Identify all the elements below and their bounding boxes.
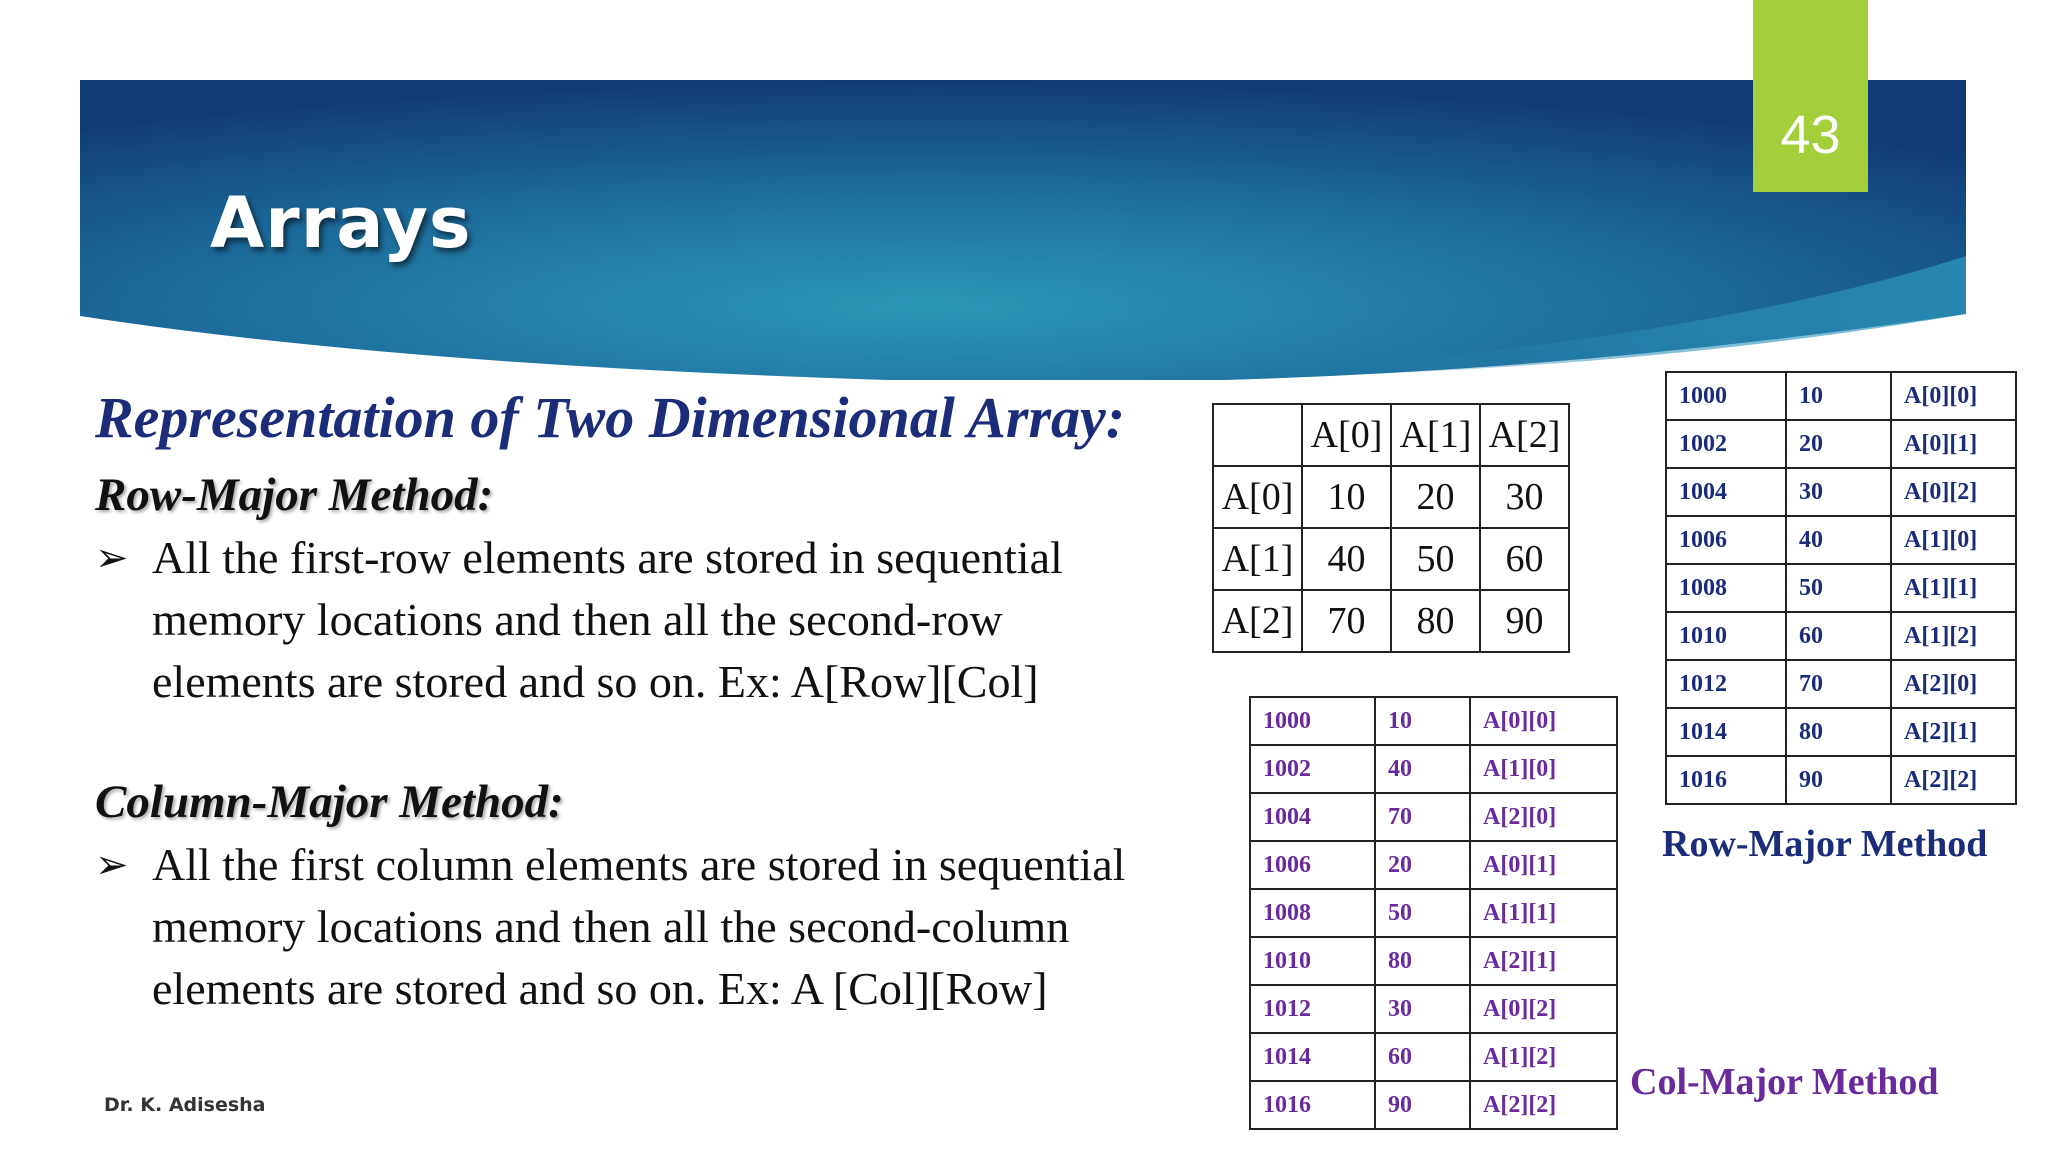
slide-title: Arrays: [210, 182, 472, 264]
value-cell: 80: [1786, 708, 1891, 756]
col-major-caption: Col-Major Method: [1630, 1061, 1939, 1103]
bullet-line: elements are stored and so on. Ex: A[Row][Col]: [152, 656, 1039, 707]
table-cell: 20: [1391, 466, 1480, 528]
table-cell: 40: [1302, 528, 1391, 590]
address-cell: 1010: [1250, 937, 1375, 985]
table-row: [1666, 420, 2016, 468]
table-cell: 80: [1391, 590, 1480, 652]
address-cell: 1008: [1250, 889, 1375, 937]
slide-number-box: [1753, 0, 1868, 192]
table-row: [1213, 466, 1569, 528]
address-cell: 1016: [1666, 756, 1786, 804]
bullet-line: memory locations and then all the second-column: [152, 901, 1070, 952]
address-cell: 1014: [1666, 708, 1786, 756]
table-row: [1250, 889, 1617, 937]
address-cell: 1004: [1250, 793, 1375, 841]
element-cell: A[1][1]: [1470, 889, 1617, 937]
element-cell: A[0][0]: [1470, 697, 1617, 745]
table-row: [1250, 937, 1617, 985]
row-major-memory-table: [1665, 371, 2017, 805]
table-cell: 90: [1480, 590, 1569, 652]
value-cell: 70: [1786, 660, 1891, 708]
element-cell: A[0][1]: [1891, 420, 2016, 468]
matrix-table: [1212, 403, 1570, 653]
table-row: [1250, 793, 1617, 841]
address-cell: 1004: [1666, 468, 1786, 516]
element-cell: A[1][0]: [1470, 745, 1617, 793]
value-cell: 50: [1375, 889, 1470, 937]
row-major-caption: Row-Major Method: [1662, 823, 1988, 865]
element-cell: A[2][2]: [1470, 1081, 1617, 1129]
table-row: [1250, 985, 1617, 1033]
table-cell: A[0]: [1302, 404, 1391, 466]
element-cell: A[2][2]: [1891, 756, 2016, 804]
table-row: [1213, 404, 1569, 466]
address-cell: 1014: [1250, 1033, 1375, 1081]
element-cell: A[1][2]: [1891, 612, 2016, 660]
col-major-memory-table: [1249, 696, 1618, 1130]
table-row: [1666, 612, 2016, 660]
table-cell: 70: [1302, 590, 1391, 652]
table-cell: A[1]: [1213, 528, 1302, 590]
table-row: [1666, 516, 2016, 564]
address-cell: 1006: [1250, 841, 1375, 889]
table-row: [1666, 564, 2016, 612]
arrow-bullet-icon: ➢: [95, 842, 129, 888]
address-cell: 1006: [1666, 516, 1786, 564]
section-heading: Representation of Two Dimensional Array:: [95, 385, 1126, 450]
column-major-subheading: Column-Major Method:: [95, 776, 564, 828]
table-row: [1250, 1081, 1617, 1129]
value-cell: 40: [1375, 745, 1470, 793]
address-cell: 1002: [1666, 420, 1786, 468]
element-cell: A[1][1]: [1891, 564, 2016, 612]
element-cell: A[2][0]: [1470, 793, 1617, 841]
element-cell: A[1][0]: [1891, 516, 2016, 564]
address-cell: 1002: [1250, 745, 1375, 793]
element-cell: A[2][1]: [1470, 937, 1617, 985]
value-cell: 30: [1786, 468, 1891, 516]
table-cell: A[2]: [1480, 404, 1569, 466]
table-cell: 10: [1302, 466, 1391, 528]
element-cell: A[0][2]: [1891, 468, 2016, 516]
value-cell: 60: [1375, 1033, 1470, 1081]
value-cell: 10: [1786, 372, 1891, 420]
element-cell: A[0][2]: [1470, 985, 1617, 1033]
value-cell: 80: [1375, 937, 1470, 985]
value-cell: 20: [1786, 420, 1891, 468]
value-cell: 30: [1375, 985, 1470, 1033]
table-cell: 50: [1391, 528, 1480, 590]
slide-number: 43: [1780, 105, 1841, 165]
table-cell: A[2]: [1213, 590, 1302, 652]
table-row: [1666, 468, 2016, 516]
value-cell: 50: [1786, 564, 1891, 612]
table-row: [1666, 372, 2016, 420]
address-cell: 1012: [1666, 660, 1786, 708]
table-row: [1250, 1033, 1617, 1081]
value-cell: 90: [1375, 1081, 1470, 1129]
table-row: [1250, 697, 1617, 745]
row-major-subheading: Row-Major Method:: [95, 469, 494, 521]
address-cell: 1012: [1250, 985, 1375, 1033]
bullet-line: All the first column elements are stored in sequential: [152, 839, 1126, 890]
address-cell: 1000: [1250, 697, 1375, 745]
table-row: [1213, 528, 1569, 590]
table-cell: A[1]: [1391, 404, 1480, 466]
address-cell: 1000: [1666, 372, 1786, 420]
table-cell: [1213, 404, 1302, 466]
bullet-line: All the first-row elements are stored in sequential: [152, 532, 1063, 583]
address-cell: 1010: [1666, 612, 1786, 660]
element-cell: A[2][0]: [1891, 660, 2016, 708]
table-row: [1250, 745, 1617, 793]
value-cell: 40: [1786, 516, 1891, 564]
bullet-line: memory locations and then all the second-row: [152, 594, 1003, 645]
author-footer: Dr. K. Adisesha: [104, 1094, 266, 1116]
table-row: [1666, 756, 2016, 804]
table-cell: 60: [1480, 528, 1569, 590]
value-cell: 70: [1375, 793, 1470, 841]
table-row: [1666, 708, 2016, 756]
value-cell: 90: [1786, 756, 1891, 804]
address-cell: 1016: [1250, 1081, 1375, 1129]
table-cell: 30: [1480, 466, 1569, 528]
table-row: [1666, 660, 2016, 708]
value-cell: 10: [1375, 697, 1470, 745]
arrow-bullet-icon: ➢: [95, 535, 129, 581]
element-cell: A[2][1]: [1891, 708, 2016, 756]
element-cell: A[1][2]: [1470, 1033, 1617, 1081]
element-cell: A[0][0]: [1891, 372, 2016, 420]
element-cell: A[0][1]: [1470, 841, 1617, 889]
value-cell: 20: [1375, 841, 1470, 889]
address-cell: 1008: [1666, 564, 1786, 612]
table-row: [1213, 590, 1569, 652]
bullet-line: elements are stored and so on. Ex: A [Col][Row]: [152, 963, 1048, 1014]
table-cell: A[0]: [1213, 466, 1302, 528]
table-row: [1250, 841, 1617, 889]
value-cell: 60: [1786, 612, 1891, 660]
